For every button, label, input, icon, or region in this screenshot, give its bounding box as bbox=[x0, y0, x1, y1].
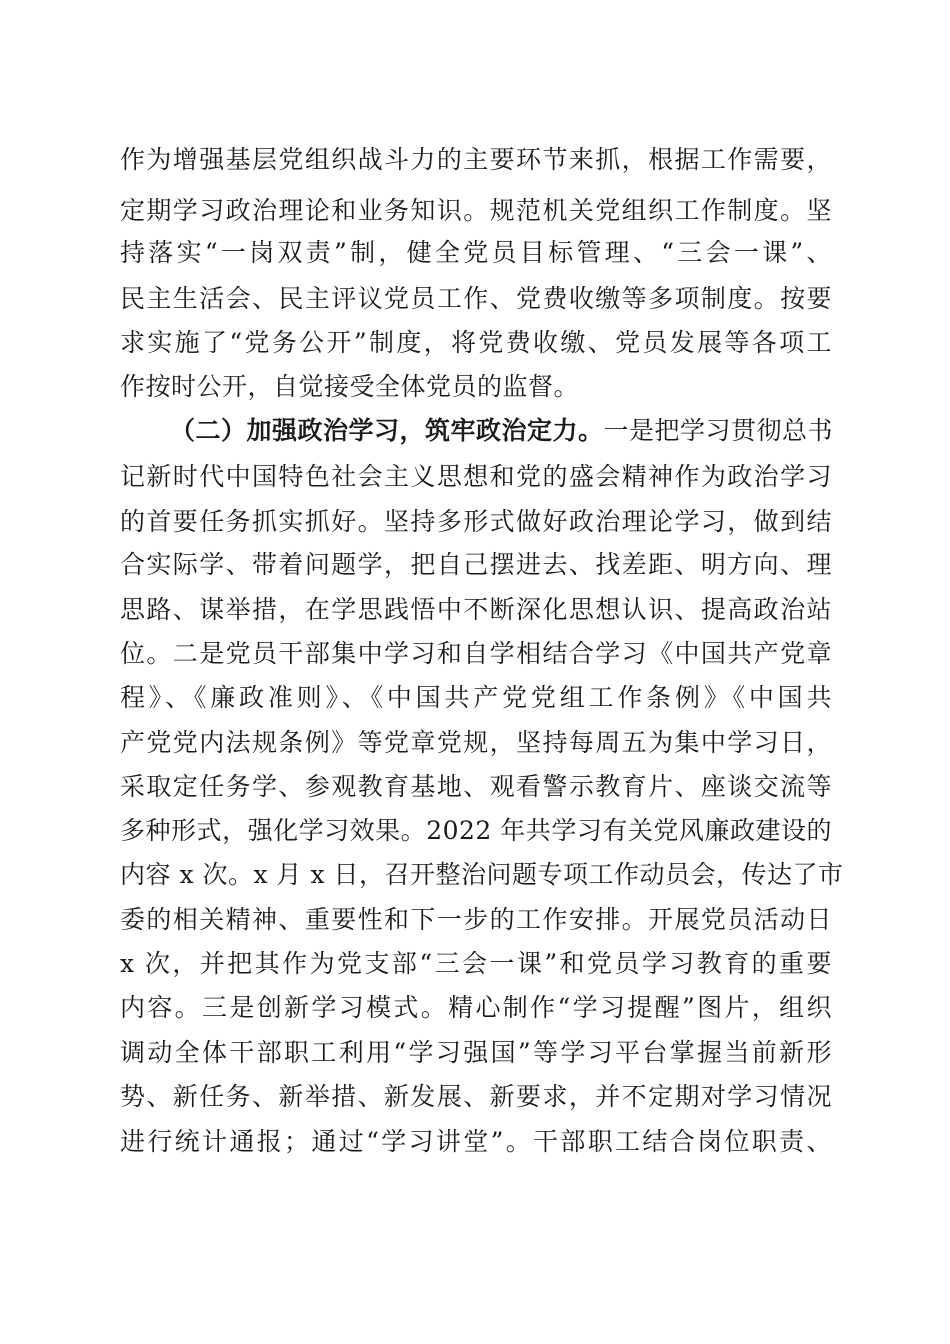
text-line: 进行统计通报；通过“学习讲堂”。干部职工结合岗位职责、 bbox=[120, 1127, 832, 1156]
text-line: 调动全体干部职工利用“学习强国”等学习平台掌握当前新形 bbox=[120, 1038, 832, 1067]
text-line: 委的相关精神、重要性和下一步的工作安排。开展党员活动日 bbox=[120, 905, 832, 934]
text-line: x 次，并把其作为党支部“三会一课”和党员学习教育的重要 bbox=[120, 949, 832, 978]
text-line: 作按时公开，自觉接受全体党员的监督。 bbox=[120, 372, 580, 401]
text-line: 合实际学、带着问题学，把自己摆进去、找差距、明方向、理 bbox=[120, 550, 832, 579]
text-line: 采取定任务学、参观教育基地、观看警示教育片、座谈交流等 bbox=[120, 772, 832, 801]
section-heading-line bbox=[170, 414, 833, 448]
section-heading-continuation: 一是把学习贯彻总书 bbox=[603, 416, 834, 445]
section-heading: （二）加强政治学习，筑牢政治定力。 bbox=[170, 416, 604, 445]
text-line: 位。二是党员干部集中学习和自学相结合学习《中国共产党章 bbox=[120, 639, 832, 668]
text-line: 思路、谋举措，在学思践悟中不断深化思想认识、提高政治站 bbox=[120, 595, 832, 624]
text-line: 多种形式，强化学习效果。2022 年共学习有关党风廉政建设的 bbox=[120, 816, 832, 845]
text-line: 内容 x 次。x 月 x 日，召开整治问题专项工作动员会，传达了市 bbox=[120, 860, 844, 889]
text-line: 产党党内法规条例》等党章党规，坚持每周五为集中学习日， bbox=[120, 728, 832, 757]
text-line: 的首要任务抓实抓好。坚持多形式做好政治理论学习，做到结 bbox=[120, 507, 832, 536]
text-line: 求实施了“党务公开”制度，将党费收缴、党员发展等各项工 bbox=[120, 328, 832, 357]
text-line: 势、新任务、新举措、新发展、新要求，并不定期对学习情况 bbox=[120, 1082, 832, 1111]
text-line: 持落实“一岗双责”制，健全党员目标管理、“三会一课”、 bbox=[120, 238, 832, 267]
text-line: 内容。三是创新学习模式。精心制作“学习提醒”图片，组织 bbox=[120, 993, 832, 1022]
text-line: 记新时代中国特色社会主义思想和党的盛会精神作为政治学习 bbox=[120, 462, 832, 491]
text-line: 民主生活会、民主评议党员工作、党费收缴等多项制度。按要 bbox=[120, 284, 832, 313]
text-line: 定期学习政治理论和业务知识。规范机关党组织工作制度。坚 bbox=[120, 196, 832, 225]
text-line: 作为增强基层党组织战斗力的主要环节来抓，根据工作需要， bbox=[120, 145, 832, 174]
text-line: 程》、《廉政准则》、《中国共产党党组工作条例》《中国共 bbox=[120, 683, 832, 712]
